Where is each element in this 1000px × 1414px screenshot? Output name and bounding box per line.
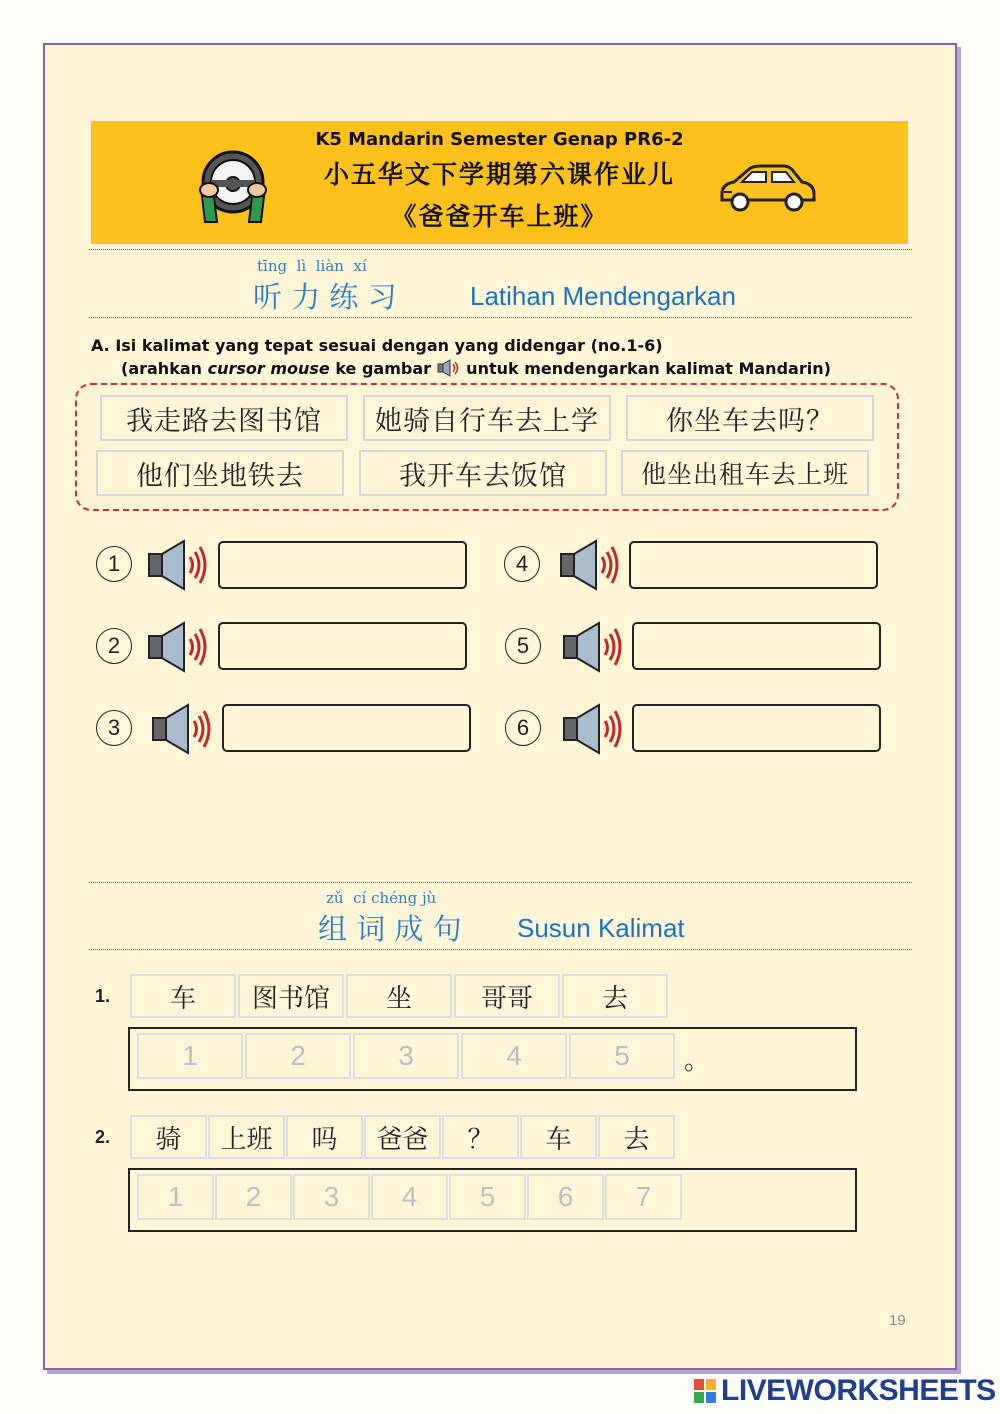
word-tile[interactable]: 骑: [130, 1115, 207, 1159]
liveworksheets-brand: LIVEWORKSHEETS: [721, 1374, 996, 1407]
drop-slot[interactable]: 2: [245, 1033, 351, 1079]
word-tile[interactable]: 爸爸: [364, 1115, 441, 1159]
section-b-title: 组 词 成 句: [318, 912, 462, 946]
speaker-icon[interactable]: [561, 703, 623, 755]
option-tile[interactable]: 他们坐地铁去: [96, 450, 344, 496]
section-b-subtitle: Susun Kalimat: [517, 913, 685, 943]
steering-wheel-icon: [195, 148, 271, 224]
speaker-icon[interactable]: [558, 539, 620, 591]
speaker-icon[interactable]: [561, 621, 623, 673]
drop-slot[interactable]: 4: [461, 1033, 567, 1079]
drop-slot[interactable]: 5: [569, 1033, 675, 1079]
word-tile[interactable]: 哥哥: [454, 974, 560, 1018]
word-tile[interactable]: 上班: [208, 1115, 285, 1159]
divider: [89, 949, 912, 950]
instruction-line-2: (arahkan cursor mouse ke gambar untuk mendengarkan kalimat Mandarin): [121, 359, 831, 378]
item-number: 5: [505, 628, 541, 664]
speaker-icon[interactable]: [146, 621, 208, 673]
header-lesson-title: 《爸爸开车上班》: [391, 202, 608, 231]
divider: [89, 317, 912, 318]
word-tile[interactable]: 坐: [346, 974, 452, 1018]
option-tile[interactable]: 你坐车去吗？: [626, 395, 874, 441]
question-number: 1.: [95, 986, 111, 1006]
item-number: 3: [96, 710, 132, 746]
word-tile[interactable]: 图书馆: [238, 974, 344, 1018]
drop-slot[interactable]: 2: [215, 1174, 292, 1220]
divider: [89, 882, 912, 883]
word-tile[interactable]: 车: [520, 1115, 597, 1159]
speaker-icon[interactable]: [146, 539, 208, 591]
drop-slot[interactable]: 6: [527, 1174, 604, 1220]
page-number: 19: [889, 1312, 906, 1329]
drop-slot[interactable]: 3: [353, 1033, 459, 1079]
answer-input-1[interactable]: [218, 541, 467, 589]
sentence-end-mark: 。: [684, 1046, 711, 1076]
answer-input-4[interactable]: [629, 541, 878, 589]
section-a-title: 听 力 练 习: [253, 280, 397, 314]
option-tile[interactable]: 她骑自行车去上学: [363, 395, 611, 441]
section-a-pinyin: tīng lì liàn xí: [257, 257, 367, 275]
car-icon: [718, 164, 818, 214]
option-tile[interactable]: 他坐出租车去上班: [621, 450, 869, 496]
answer-input-6[interactable]: [632, 704, 881, 752]
instruction-line-1: A. Isi kalimat yang tepat sesuai dengan yang didengar (no.1-6): [91, 336, 663, 355]
drop-slot[interactable]: 4: [371, 1174, 448, 1220]
item-number: 6: [505, 710, 541, 746]
answer-input-5[interactable]: [632, 622, 881, 670]
word-tile[interactable]: 车: [130, 974, 236, 1018]
drop-slot[interactable]: 1: [137, 1033, 243, 1079]
word-tile[interactable]: 去: [562, 974, 668, 1018]
word-tile[interactable]: ？: [442, 1115, 519, 1159]
option-tile[interactable]: 我走路去图书馆: [100, 395, 348, 441]
item-number: 4: [504, 546, 540, 582]
header-title-chinese: 小五华文下学期第六课作业儿: [323, 160, 675, 189]
answer-input-3[interactable]: [222, 704, 471, 752]
header-course: K5 Mandarin Semester Genap PR6-2: [315, 129, 684, 150]
header-banner: [91, 121, 908, 244]
drop-slot[interactable]: 5: [449, 1174, 526, 1220]
item-number: 2: [96, 628, 132, 664]
item-number: 1: [96, 546, 132, 582]
drop-slot[interactable]: 1: [137, 1174, 214, 1220]
question-number: 2.: [95, 1127, 111, 1147]
drop-slot[interactable]: 7: [605, 1174, 682, 1220]
section-b-pinyin: zǔ cí chéng jù: [326, 889, 437, 907]
word-tile[interactable]: 吗: [286, 1115, 363, 1159]
speaker-icon: [437, 359, 461, 377]
drop-slot[interactable]: 3: [293, 1174, 370, 1220]
divider: [89, 249, 912, 250]
speaker-icon[interactable]: [150, 703, 212, 755]
section-a-subtitle: Latihan Mendengarkan: [470, 281, 736, 311]
option-tile[interactable]: 我开车去饭馆: [359, 450, 607, 496]
liveworksheets-logo-icon: [693, 1378, 717, 1404]
liveworksheets-logo[interactable]: [693, 1374, 996, 1408]
word-tile[interactable]: 去: [598, 1115, 675, 1159]
answer-input-2[interactable]: [218, 622, 467, 670]
